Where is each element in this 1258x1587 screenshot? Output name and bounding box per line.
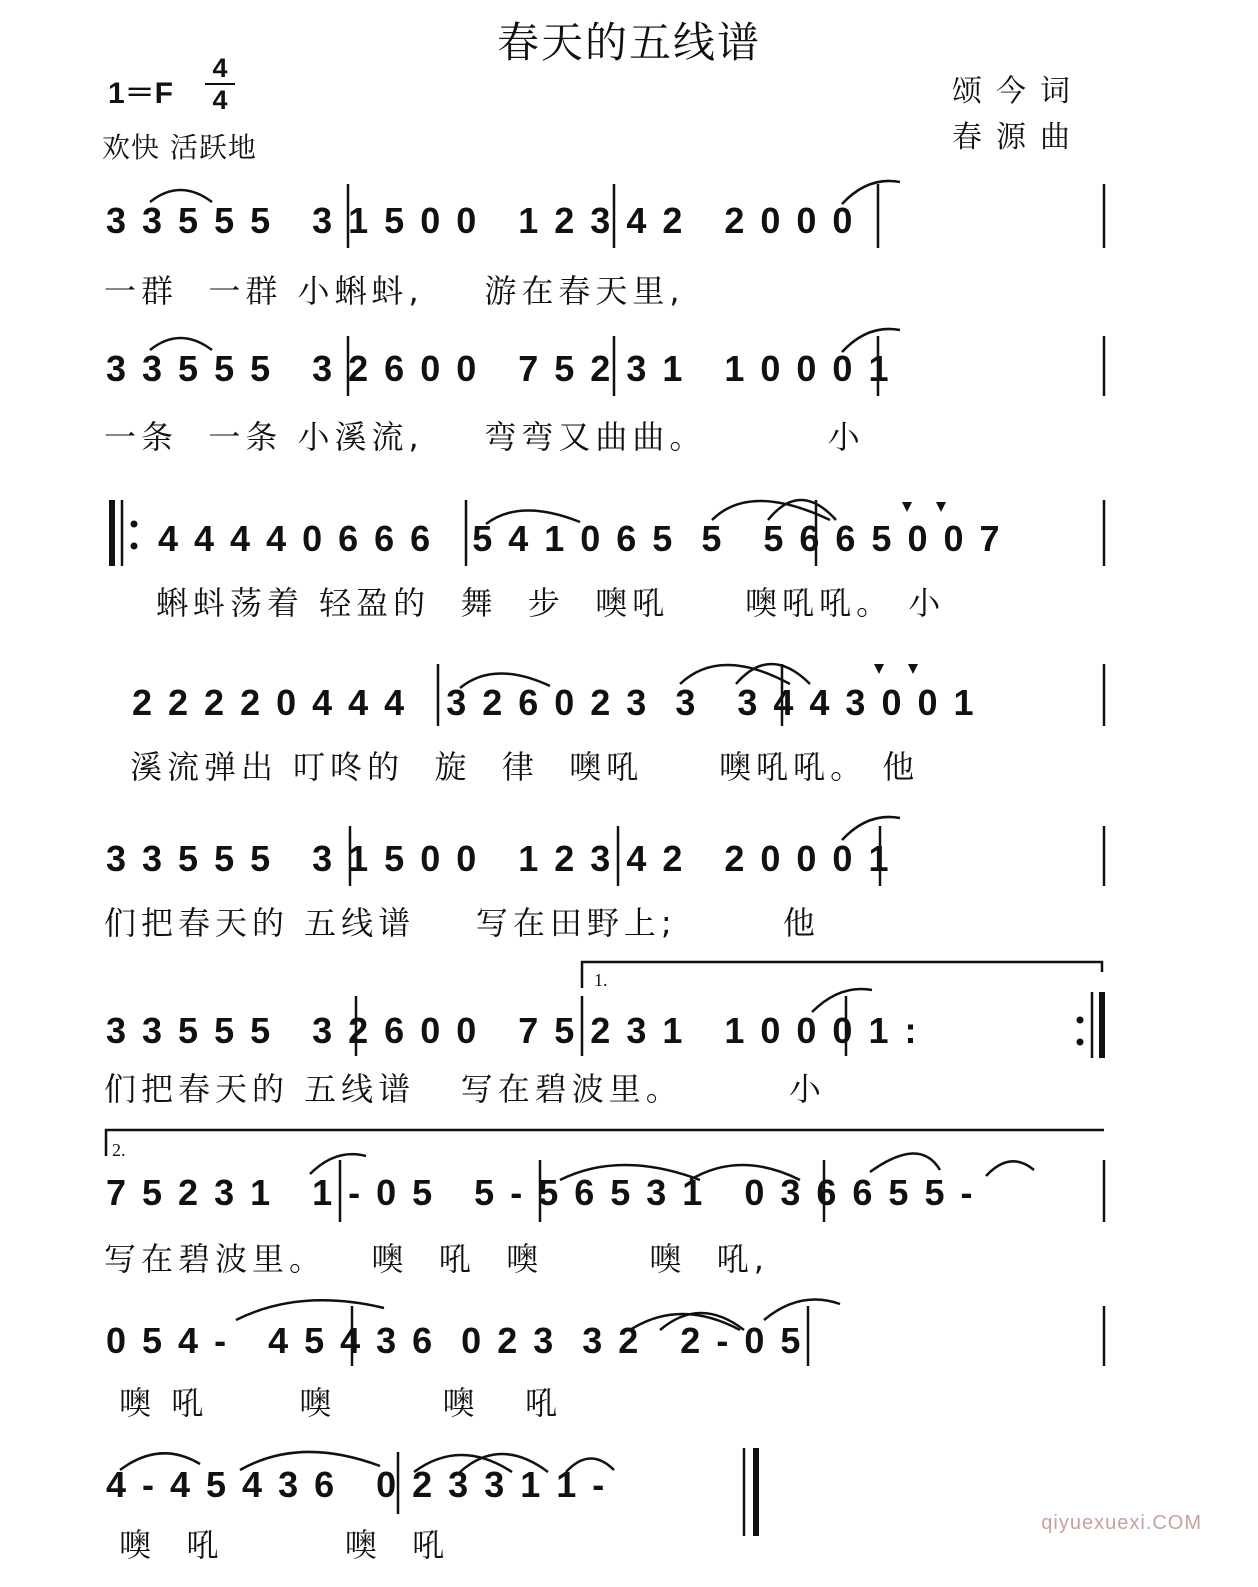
lyric-row: 一条 一条 小溪流, 弯弯又曲曲。 小 <box>104 418 865 456</box>
lyric-row: 写在碧波里。 噢 吼 噢 噢 吼, <box>104 1240 769 1278</box>
song-title: 春天的五线谱 <box>496 18 761 67</box>
notation-row: 3 3 5 5 5 3 1 5 0 0 1 2 3 4 2 2 0 0 0 <box>106 200 856 241</box>
time-sig-bottom: 4 <box>212 85 228 115</box>
lyric-row: 噢 吼 噢 吼 <box>104 1526 450 1564</box>
notation-row: 3 3 5 5 5 3 2 6 0 0 7 5 2 3 1 1 0 0 0 1 <box>106 348 892 389</box>
time-sig-top: 4 <box>212 53 228 83</box>
notation-row: 2 2 2 2 0 4 4 4 3 2 6 0 2 3 3 3 4 4 3 0 0 1 <box>132 682 977 723</box>
notation-row: 4 - 4 5 4 3 6 0 2 3 3 1 1 - <box>106 1464 608 1505</box>
notation-row: 3 3 5 5 5 3 2 6 0 0 7 5 2 3 1 1 0 0 0 1 : <box>106 1010 920 1051</box>
lyric-row: 蝌蚪荡着 轻盈的 舞 步 噢吼 噢吼吼。 小 <box>156 584 946 622</box>
notation-row: 0 5 4 - 4 5 4 3 6 0 2 3 3 2 2 - 0 5 <box>106 1320 804 1361</box>
volta-2-label: 2. <box>112 1140 126 1160</box>
lyric-row: 们把春天的 五线谱 写在田野上; 他 <box>104 904 820 942</box>
notation-row: 7 5 2 3 1 1 - 0 5 5 - 5 6 5 3 1 0 3 6 6 5 5 - <box>106 1172 976 1213</box>
notation-row: 3 3 5 5 5 3 1 5 0 0 1 2 3 4 2 2 0 0 0 1 <box>106 838 892 879</box>
lyricist-credit: 颂今词 <box>952 74 1084 109</box>
notation-row: 4 4 4 4 0 6 6 6 5 4 1 0 6 5 5 5 6 6 5 0 0 7 <box>158 518 1003 559</box>
tempo-marking: 欢快 活跃地 <box>102 131 257 164</box>
volta-1-label: 1. <box>594 970 608 990</box>
composer-credit: 春源曲 <box>952 120 1084 155</box>
key-signature: 1＝F <box>108 77 174 110</box>
watermark-text: qiyuexuexi.COM <box>1041 1512 1202 1534</box>
lyric-row: 噢 吼 噢 噢 吼 <box>104 1384 563 1422</box>
lyric-row: 溪流弹出 叮咚的 旋 律 噢吼 噢吼吼。 他 <box>130 748 920 786</box>
lyric-row: 们把春天的 五线谱 写在碧波里。 小 <box>104 1070 826 1108</box>
lyric-row: 一群 一群 小蝌蚪, 游在春天里, <box>104 272 685 310</box>
